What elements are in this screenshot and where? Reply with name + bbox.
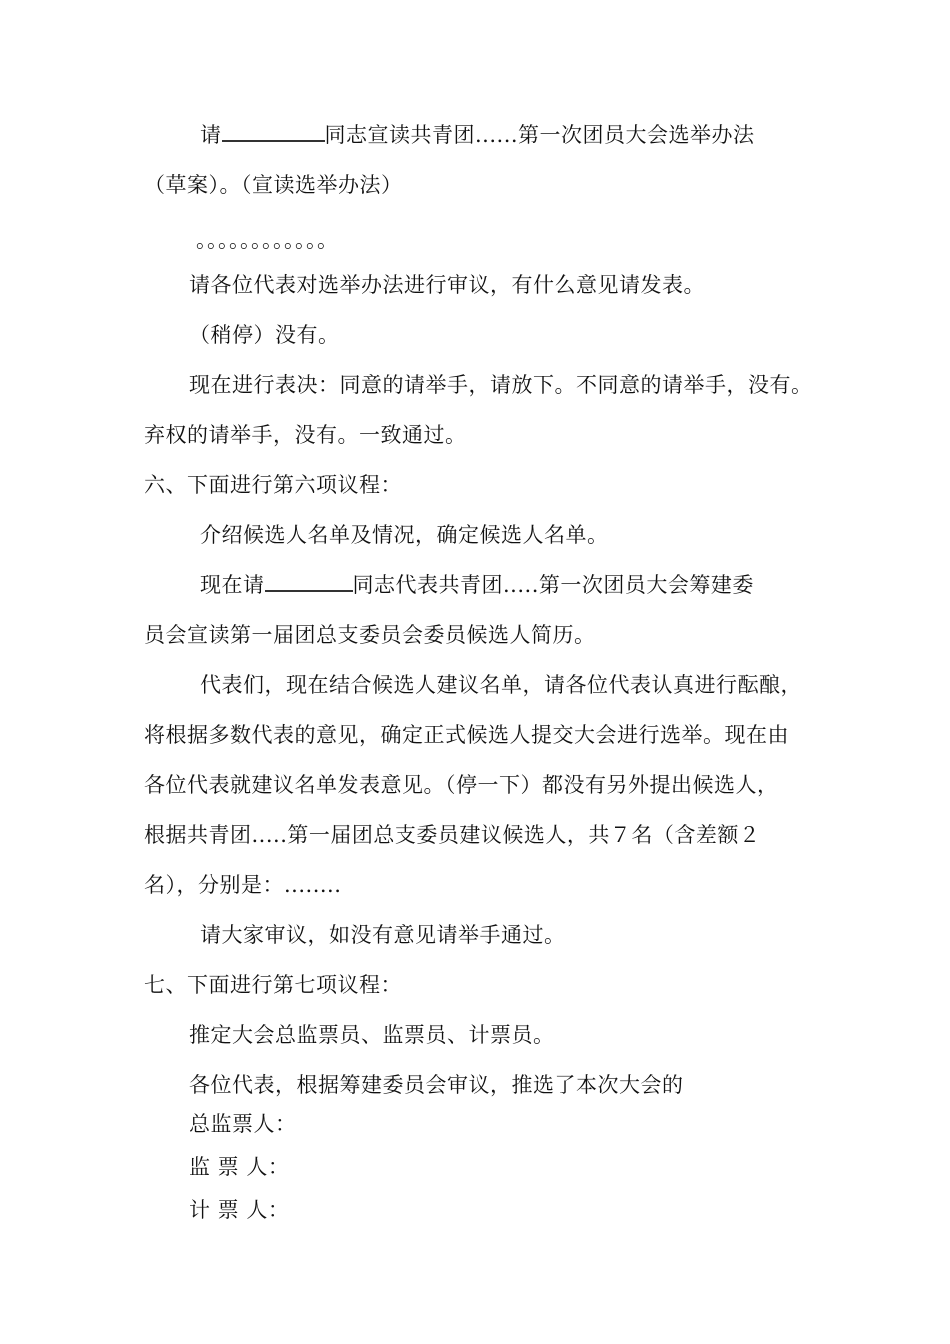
vote-line-1: 现在进行表决：同意的请举手，请放下。不同意的请举手，没有。 bbox=[189, 373, 813, 397]
section-6-heading: 六、下面进行第六项议程： bbox=[144, 473, 402, 497]
section-6-remarks-line-1: 代表们，现在结合候选人建议名单，请各位代表认真进行酝酿， bbox=[200, 673, 802, 697]
section-6-remarks-line-2: 将根据多数代表的意见，确定正式候选人提交大会进行选举。现在由 bbox=[144, 723, 789, 747]
section-7-intro: 推定大会总监票员、监票员、计票员。 bbox=[189, 1023, 555, 1047]
section-7-paragraph: 各位代表，根据筹建委员会审议，推选了本次大会的 bbox=[189, 1073, 684, 1097]
text: 同志代表共青团.....第一次团员大会筹建委 bbox=[352, 573, 754, 597]
para-1-line-1 bbox=[200, 121, 755, 149]
vote-line-2: 弃权的请举手，没有。一致通过。 bbox=[144, 423, 467, 447]
section-6-remarks-line-5: 名），分别是：........ bbox=[144, 873, 342, 897]
chief-scrutineer-label: 总监票人： bbox=[189, 1112, 297, 1136]
section-7-heading: 七、下面进行第七项议程： bbox=[144, 973, 402, 997]
section-6-reader-line-2: 员会宣读第一届团总支委员会委员候选人简历。 bbox=[144, 623, 596, 647]
scrutineer-label: 监 票 人： bbox=[189, 1155, 290, 1179]
review-prompt: 请各位代表对选举办法进行审议，有什么意见请发表。 bbox=[189, 273, 705, 297]
text: 同志宣读共青团......第一次团员大会选举办法 bbox=[324, 123, 755, 147]
section-6-approve: 请大家审议，如没有意见请举手通过。 bbox=[200, 923, 566, 947]
para-1-line-2: （草案）。（宣读选举办法） bbox=[144, 173, 403, 197]
teller-label: 计 票 人： bbox=[189, 1198, 290, 1222]
ellipsis-dots: 。。。。。。。。。。。。 bbox=[196, 228, 339, 252]
section-6-intro: 介绍候选人名单及情况，确定候选人名单。 bbox=[200, 523, 609, 547]
text: 请 bbox=[200, 123, 222, 147]
section-6-remarks-line-4: 根据共青团.....第一届团总支委员建议候选人，共７名（含差额２ bbox=[144, 823, 761, 847]
name-blank[interactable] bbox=[265, 572, 353, 592]
section-6-remarks-line-3: 各位代表就建议名单发表意见。（停一下）都没有另外提出候选人， bbox=[144, 773, 779, 797]
text: 现在请 bbox=[200, 573, 265, 597]
name-blank[interactable] bbox=[222, 122, 325, 142]
pause-note: （稍停）没有。 bbox=[189, 323, 340, 347]
section-6-reader-line-1 bbox=[200, 571, 754, 599]
